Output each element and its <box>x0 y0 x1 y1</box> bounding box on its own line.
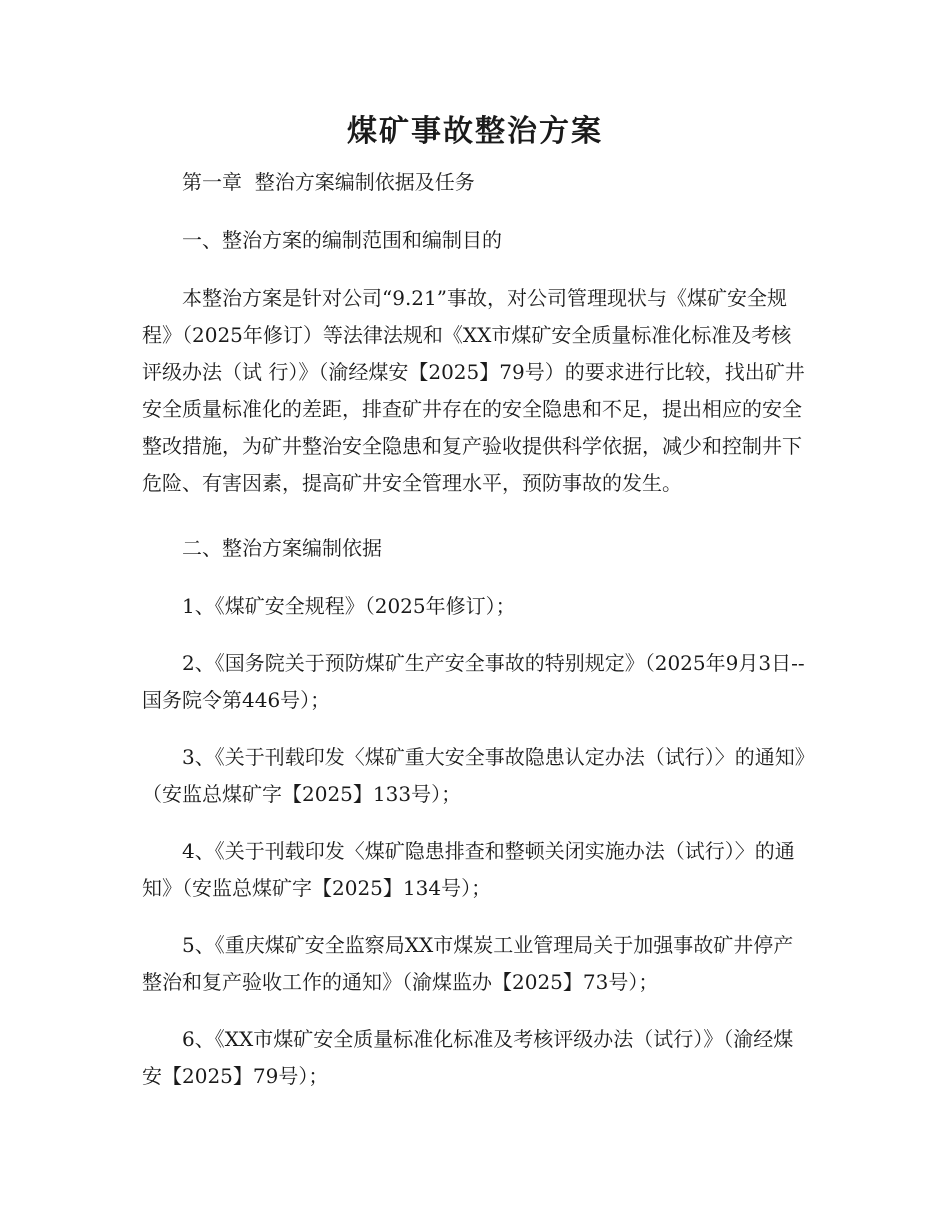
section-paragraph-scope: 本整治方案是针对公司“9.21”事故，对公司管理现状与《煤矿安全规程》（2025年修订）等法律法规和《XX市煤矿安全质量标准化标准及考核评级办法（试 行）》（渝经煤安【2025】79号）的要求进行比较，找出矿井安全质量标准化的差距，排查矿井存在的安全隐患和不足，提出相应的安全整改措施，为矿井整治安全隐患和复产验收提供科学依据，减少和控制井下危险、有害因素，提高矿井安全管理水平，预防事故的发生。 <box>142 286 805 495</box>
basis-list-item: 5、《重庆煤矿安全监察局XX市煤炭工业管理局关于加强事故矿井停产整治和复产验收工作的通知》（渝煤监办【2025】73号）； <box>142 933 794 994</box>
basis-list-item: 6、《XX市煤矿安全质量标准化标准及考核评级办法（试行）》（渝经煤安【2025】79号）； <box>142 1027 794 1088</box>
document-body <box>142 164 810 1115</box>
basis-list-item: 2、《国务院关于预防煤矿生产安全事故的特别规定》（2025年9月3日--国务院令第446号）； <box>142 651 805 712</box>
basis-list-item: 1、《煤矿安全规程》（2025年修订）； <box>182 594 516 618</box>
section-heading-scope: 一、整治方案的编制范围和编制目的 <box>182 228 502 252</box>
chapter-heading: 第一章 整治方案编制依据及任务 <box>182 170 475 194</box>
basis-list-item: 3、《关于刊载印发〈煤矿重大安全事故隐患认定办法（试行）〉的通知》（安监总煤矿字【2025】133号）； <box>142 745 805 806</box>
document-title: 煤矿事故整治方案 <box>347 114 603 149</box>
section-heading-basis: 二、整治方案编制依据 <box>182 536 382 560</box>
basis-list-item: 4、《关于刊载印发〈煤矿隐患排查和整顿关闭实施办法（试行）〉的通知》（安监总煤矿字【2025】134号）； <box>142 839 795 900</box>
